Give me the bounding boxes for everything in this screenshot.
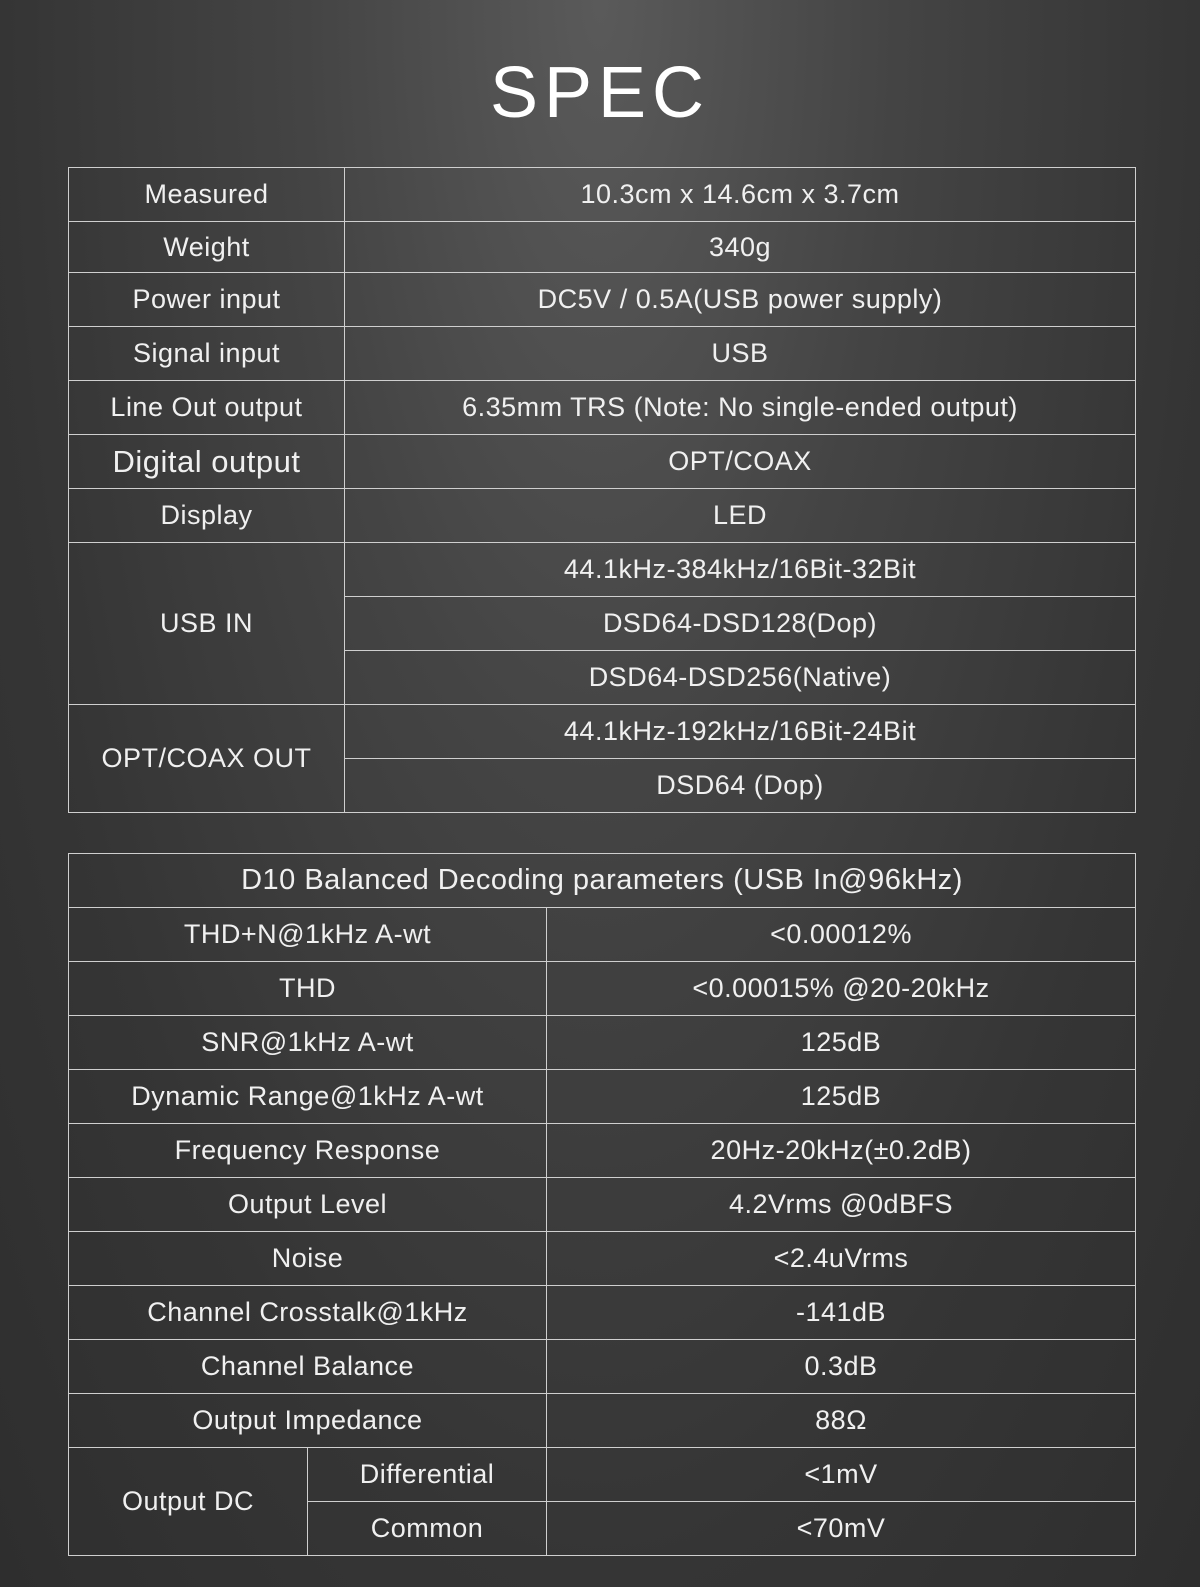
spec-value: USB <box>345 327 1136 381</box>
table-row <box>69 1232 1136 1286</box>
param-value: <0.00012% <box>547 908 1136 962</box>
table-row <box>69 1070 1136 1124</box>
table-row <box>69 1016 1136 1070</box>
param-value: 4.2Vrms @0dBFS <box>547 1178 1136 1232</box>
spec-label: Digital output <box>69 435 345 489</box>
usb-in-label: USB IN <box>69 543 345 705</box>
spec-label: Line Out output <box>69 381 345 435</box>
opt-coax-out-label: OPT/COAX OUT <box>69 705 345 813</box>
spec-value: LED <box>345 489 1136 543</box>
spec-label: Weight <box>69 222 345 273</box>
param-value: <2.4uVrms <box>547 1232 1136 1286</box>
table-row <box>69 1340 1136 1394</box>
table-row <box>69 435 1136 489</box>
spec-value: DSD64 (Dop) <box>345 759 1136 813</box>
spec-value: 44.1kHz-384kHz/16Bit-32Bit <box>345 543 1136 597</box>
output-dc-label: Output DC <box>69 1448 308 1556</box>
spec-label: Measured <box>69 168 345 222</box>
table-header-row <box>69 854 1136 908</box>
param-label: THD+N@1kHz A-wt <box>69 908 547 962</box>
param-value: 125dB <box>547 1016 1136 1070</box>
param-label: Frequency Response <box>69 1124 547 1178</box>
spec-value: DSD64-DSD256(Native) <box>345 651 1136 705</box>
table-row <box>69 273 1136 327</box>
general-spec-table <box>68 167 1136 813</box>
spec-value: 44.1kHz-192kHz/16Bit-24Bit <box>345 705 1136 759</box>
table-row <box>69 543 1136 597</box>
param-value: 20Hz-20kHz(±0.2dB) <box>547 1124 1136 1178</box>
param-sublabel: Differential <box>308 1448 547 1502</box>
spec-label: Signal input <box>69 327 345 381</box>
param-value: 0.3dB <box>547 1340 1136 1394</box>
table-row <box>69 962 1136 1016</box>
table-row <box>69 327 1136 381</box>
spec-value: 6.35mm TRS (Note: No single-ended output) <box>345 381 1136 435</box>
table-row <box>69 1178 1136 1232</box>
decoding-table-header: D10 Balanced Decoding parameters (USB In@96kHz) <box>69 854 1136 908</box>
spec-label: Power input <box>69 273 345 327</box>
table-row <box>69 381 1136 435</box>
page-title: SPEC <box>489 53 711 133</box>
table-row <box>69 1448 1136 1502</box>
table-row <box>69 168 1136 222</box>
decoding-parameters-table <box>68 853 1136 1556</box>
table-row <box>69 1394 1136 1448</box>
table-row <box>69 1286 1136 1340</box>
spec-label: Display <box>69 489 345 543</box>
param-label: THD <box>69 962 547 1016</box>
param-label: Dynamic Range@1kHz A-wt <box>69 1070 547 1124</box>
param-label: SNR@1kHz A-wt <box>69 1016 547 1070</box>
spec-value: OPT/COAX <box>345 435 1136 489</box>
param-value: 125dB <box>547 1070 1136 1124</box>
spec-value: DC5V / 0.5A(USB power supply) <box>345 273 1136 327</box>
param-sublabel: Common <box>308 1502 547 1556</box>
param-label: Channel Crosstalk@1kHz <box>69 1286 547 1340</box>
param-label: Output Impedance <box>69 1394 547 1448</box>
param-value: <70mV <box>547 1502 1136 1556</box>
table-row <box>69 705 1136 759</box>
param-value: <0.00015% @20-20kHz <box>547 962 1136 1016</box>
spec-value: DSD64-DSD128(Dop) <box>345 597 1136 651</box>
param-value: 88Ω <box>547 1394 1136 1448</box>
param-label: Output Level <box>69 1178 547 1232</box>
table-row <box>69 908 1136 962</box>
table-row <box>69 489 1136 543</box>
param-value: -141dB <box>547 1286 1136 1340</box>
table-row <box>69 1124 1136 1178</box>
param-label: Channel Balance <box>69 1340 547 1394</box>
table-row <box>69 222 1136 273</box>
param-label: Noise <box>69 1232 547 1286</box>
spec-value: 10.3cm x 14.6cm x 3.7cm <box>345 168 1136 222</box>
spec-value: 340g <box>345 222 1136 273</box>
param-value: <1mV <box>547 1448 1136 1502</box>
